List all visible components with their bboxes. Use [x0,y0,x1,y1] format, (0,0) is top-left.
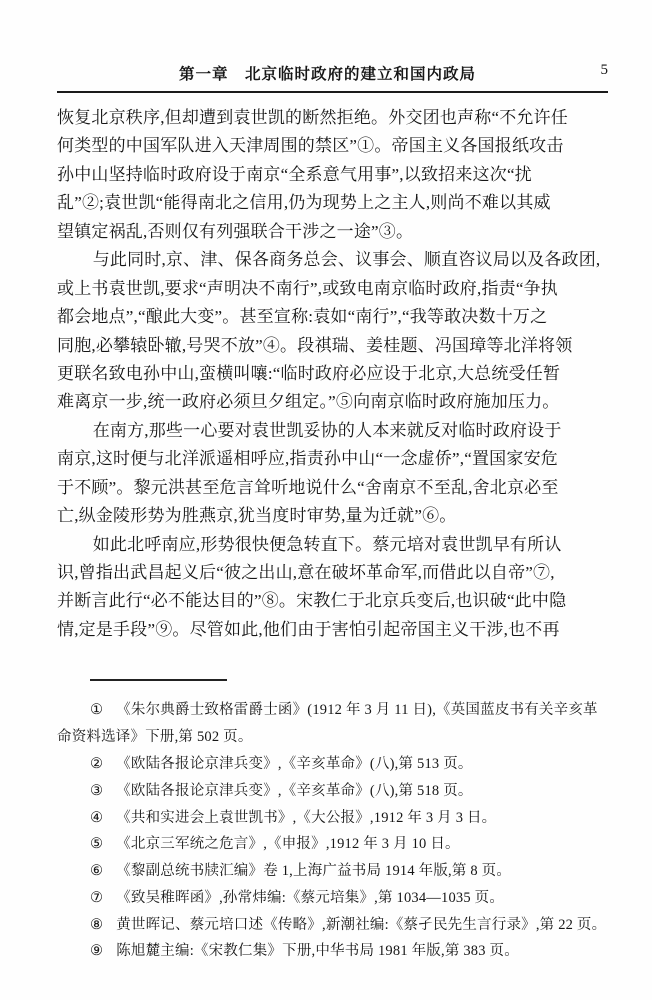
footnote-number: ⑦ [90,889,104,906]
paragraph [57,246,601,417]
text-line: 或上书袁世凯,要求“声明决不南行”,或致电南京临时政府,指责“争执 [57,278,558,298]
text-line: 于不顾”。黎元洪甚至危言耸听地说什么“舍南京不至乱,舍北京必至 [57,477,559,497]
footnote-wrap-line: 命资料选译》下册,第 502 页。 [57,729,253,746]
footnote-text: 《北京三军统之危言》,《申报》,1912 年 3 月 10 日。 [116,836,460,853]
footnote-number: ② [90,755,104,772]
text-line: 与此同时,京、津、保各商务总会、议事会、顺直咨议局以及各政团, [92,250,601,270]
footnote-item [57,697,598,751]
footnote-first-line [57,831,598,858]
footnote-divider [90,679,227,681]
footnote-item [57,858,598,885]
footnote-item [57,778,598,805]
footnote-item [57,885,598,912]
header-rule [57,91,608,93]
footnote-first-line [57,778,598,805]
text-line: 同胞,必攀辕卧辙,号哭不放”④。段祺瑞、姜桂题、冯国璋等北洋将领 [57,335,573,355]
footnote-first-line [57,697,598,724]
text-line: 难离京一步,统一政府必须旦夕组定。”⑤向南京临时政府施加压力。 [57,392,560,412]
text-line: 望镇定祸乱,否则仅有列强联合干涉之一途”③。 [57,221,414,241]
text-line: 南京,这时便与北洋派遥相呼应,指责孙中山“一念虚侨”,“置国家安危 [57,449,558,469]
footnote-number: ⑥ [90,863,104,880]
footnote-first-line [57,912,607,939]
footnotes [57,697,607,965]
footnote-text: 《共和实进会上袁世凯书》,《大公报》,1912 年 3 月 3 日。 [116,809,497,826]
paragraph [57,104,598,246]
paragraph [57,531,598,645]
footnote-item [57,751,598,778]
text-line: 都会地点”,“酿此大变”。甚至宣称:袁如“南行”,“我等敢决数十万之 [57,307,548,327]
chapter-title: 第一章 北京临时政府的建立和国内政局 [178,66,476,83]
text-line: 更联名致电孙中山,蛮横叫嚷:“临时政府必应设于北京,大总统受任暂 [57,363,561,383]
footnote-text: 《欧陆各报论京津兵变》,《辛亥革命》(八),第 518 页。 [116,782,473,799]
footnote-number: ⑧ [90,916,104,933]
running-header [57,0,608,84]
footnote-first-line [57,858,598,885]
footnote-text: 黄世晖记、蔡元培口述《传略》,新潮社编:《蔡孑民先生言行录》,第 22 页。 [116,916,607,933]
footnote-number: ⑨ [90,943,104,960]
footnote-item [57,912,607,939]
footnote-number: ① [90,702,104,719]
footnote-text: 《黎副总统书牍汇编》卷 1,上海广益书局 1914 年版,第 8 页。 [116,863,512,880]
text-line: 识,曾指出武昌起义后“彼之出山,意在破坏革命军,而借此以自帝”⑦, [57,563,555,582]
text-line: 何类型的中国军队进入天津周围的禁区”①。帝国主义各国报纸攻击 [57,136,564,156]
text-line: 孙中山坚持临时政府设于南京“全系意气用事”,以致招来这次“扰 [57,164,532,184]
footnote-item [57,938,598,965]
footnote-text: 《致吴稚晖函》,孙常炜编:《蔡元培集》,第 1034—1035 页。 [116,889,505,906]
footnote-first-line [57,805,598,832]
text-line: 在南方,那些一心要对袁世凯妥协的人本来就反对临时政府设于 [92,420,562,440]
text-line: 并断言此行“必不能达目的”⑧。宋教仁于北京兵变后,也识破“此中隐 [57,591,567,611]
paragraph [57,417,598,531]
footnote-item [57,805,598,832]
footnote-number: ④ [90,809,104,826]
text-line: 乱”②;袁世凯“能得南北之信用,仍为现势上之主人,则尚不难以其威 [57,193,551,213]
footnote-number: ③ [90,782,104,799]
footnote-text: 《欧陆各报论京津兵变》,《辛亥革命》(八),第 513 页。 [116,755,473,772]
page-number: 5 [600,62,608,78]
text-line: 亡,纵金陵形势为胜燕京,犹当度时审势,量为迁就”⑥。 [57,506,457,526]
footnote-item [57,831,598,858]
text-column [57,0,608,965]
footnote-number: ⑤ [90,836,104,853]
footnote-first-line [57,938,598,965]
footnote-text: 陈旭麓主编:《宋教仁集》下册,中华书局 1981 年版,第 383 页。 [116,943,519,960]
text-line: 如此北呼南应,形势很快便急转直下。蔡元培对袁世凯早有所认 [92,534,562,554]
footnote-first-line [57,885,598,912]
text-line: 情,定是手段”⑨。尽管如此,他们由于害怕引起帝国主义干涉,也不再 [57,619,560,639]
body-text [57,104,601,644]
footnote-text: 《朱尔典爵士致格雷爵士函》(1912 年 3 月 11 日),《英国蓝皮书有关辛亥革 [116,702,598,719]
footnote-first-line [57,751,598,778]
text-line: 恢复北京秩序,但却遭到袁世凯的断然拒绝。外交团也声称“不允许任 [57,108,568,127]
